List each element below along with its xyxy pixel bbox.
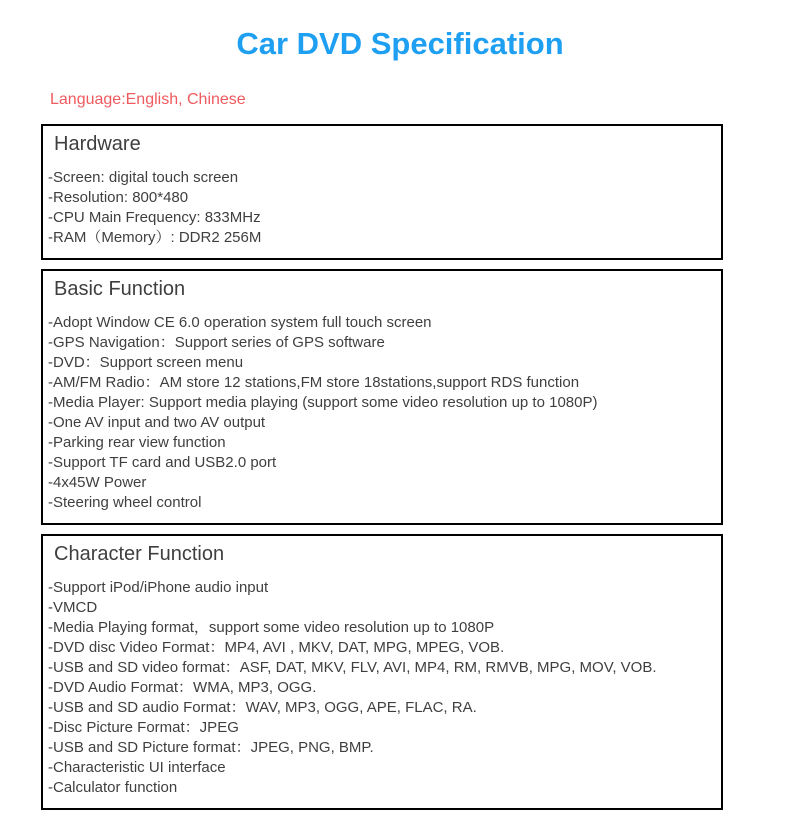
language-note: Language:English, Chinese <box>50 91 246 108</box>
spec-line: -Support iPod/iPhone audio input <box>48 579 269 596</box>
spec-line: -Screen: digital touch screen <box>48 169 239 186</box>
spec-page <box>0 26 800 821</box>
section-character-function-lines <box>48 578 711 798</box>
spec-line: -Resolution: 800*480 <box>48 189 189 206</box>
section-basic-function-heading: Basic Function <box>54 278 186 300</box>
section-basic-function-lines <box>48 313 711 513</box>
spec-line: -USB and SD video format：ASF, DAT, MKV, FLV, AVI, MP4, RM, RMVB, MPG, MOV, VOB. <box>48 659 657 676</box>
spec-line: -AM/FM Radio：AM store 12 stations,FM store 18stations,support RDS function <box>48 374 580 391</box>
spec-line: -DVD disc Video Format：MP4, AVI , MKV, DAT, MPG, MPEG, VOB. <box>48 639 505 656</box>
spec-line: -DVD：Support screen menu <box>48 354 244 371</box>
spec-line: -Calculator function <box>48 779 178 796</box>
spec-line: -USB and SD audio Format：WAV, MP3, OGG, APE, FLAC, RA. <box>48 699 477 716</box>
spec-line: -Steering wheel control <box>48 494 202 511</box>
spec-line: -VMCD <box>48 599 98 616</box>
spec-line: -Parking rear view function <box>48 434 226 451</box>
section-character-function <box>41 534 723 810</box>
spec-line: -GPS Navigation：Support series of GPS software <box>48 334 385 351</box>
spec-line: -Support TF card and USB2.0 port <box>48 454 277 471</box>
section-hardware-lines <box>48 168 711 248</box>
spec-line: -RAM（Memory）: DDR2 256M <box>48 229 262 246</box>
spec-line: -One AV input and two AV output <box>48 414 266 431</box>
section-hardware-heading: Hardware <box>54 133 141 155</box>
spec-line: -4x45W Power <box>48 474 147 491</box>
page-title: Car DVD Specification <box>236 26 564 61</box>
section-basic-function <box>41 269 723 525</box>
spec-line: -DVD Audio Format：WMA, MP3, OGG. <box>48 679 317 696</box>
spec-line: -USB and SD Picture format：JPEG, PNG, BMP. <box>48 739 374 756</box>
spec-line: -Disc Picture Format：JPEG <box>48 719 239 736</box>
spec-line: -CPU Main Frequency: 833MHz <box>48 209 261 226</box>
spec-line: -Adopt Window CE 6.0 operation system full touch screen <box>48 314 432 331</box>
spec-line: -Media Player: Support media playing (support some video resolution up to 1080P) <box>48 394 598 411</box>
spec-line: -Media Playing format，support some video resolution up to 1080P <box>48 619 495 636</box>
section-hardware <box>41 124 723 260</box>
section-character-function-heading: Character Function <box>54 543 225 565</box>
spec-line: -Characteristic UI interface <box>48 759 226 776</box>
